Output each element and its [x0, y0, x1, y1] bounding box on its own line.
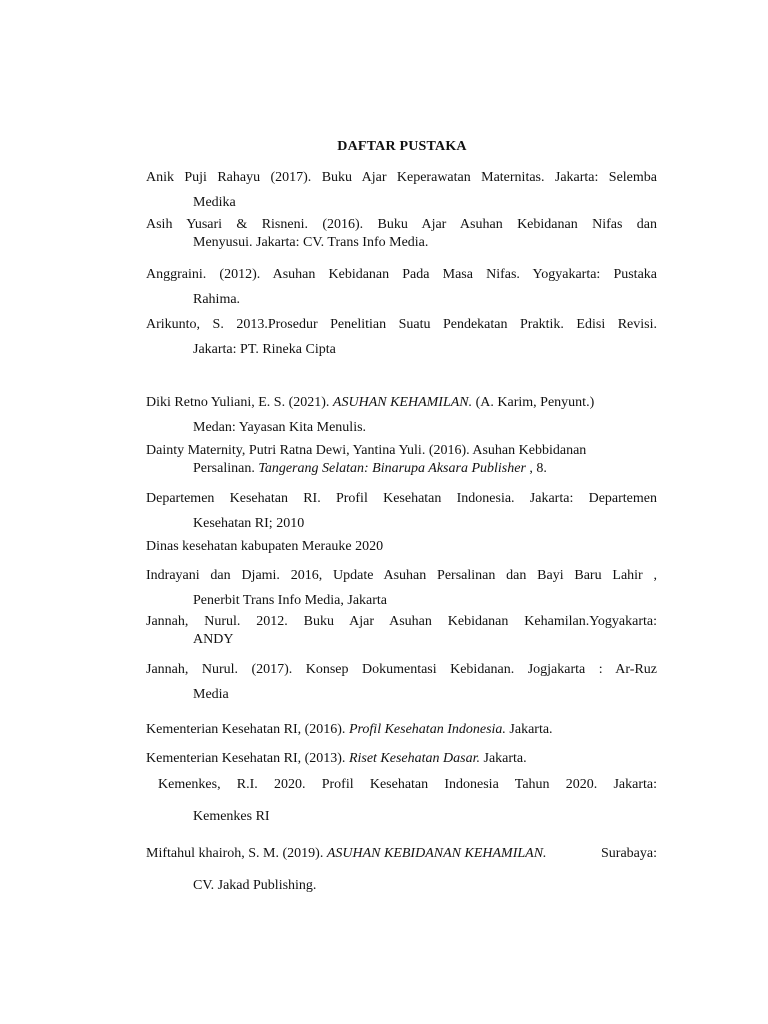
reference-entry-continuation — [146, 807, 657, 827]
reference-line — [146, 460, 657, 478]
reference-line: Media — [193, 687, 229, 702]
reference-line: Arikunto, S. 2013.Prosedur Penelitian Suatu Pendekatan Praktik. Edisi Revisi. — [146, 317, 657, 332]
reference-text: Surabaya: — [601, 846, 657, 861]
reference-entry — [146, 657, 657, 707]
reference-line — [146, 720, 657, 740]
reference-text: Jakarta. — [480, 751, 527, 766]
reference-line: Jannah, Nurul. (2017). Konsep Dokumentasi Kebidanan. Jogjakarta : Ar-Ruz — [146, 662, 657, 677]
reference-text: Jakarta. — [505, 722, 553, 737]
reference-entry — [146, 613, 657, 649]
reference-line: Anik Puji Rahayu (2017). Buku Ajar Keperawatan Maternitas. Jakarta: Selemba — [146, 170, 657, 185]
reference-entry — [146, 390, 657, 440]
reference-title-italic: Riset Kesehatan Dasar. — [348, 751, 480, 766]
reference-line: Kemenkes, R.I. 2020. Profil Kesehatan Indonesia Tahun 2020. Jakarta: — [158, 777, 657, 792]
reference-line: Kemenkes RI — [193, 809, 270, 824]
reference-entry — [146, 844, 657, 864]
reference-text: Kementerian Kesehatan RI, (2016). — [146, 722, 349, 737]
page-title: DAFTAR PUSTAKA — [337, 139, 467, 154]
reference-line: Rahima. — [193, 292, 241, 307]
reference-text: Persalinan. — [193, 461, 259, 476]
reference-line: Asih Yusari & Risneni. (2016). Buku Ajar Asuhan Kebidanan Nifas dan — [146, 217, 657, 232]
reference-title-italic: Tangerang Selatan: Binarupa Aksara Publisher — [258, 461, 526, 476]
reference-entry — [146, 216, 657, 252]
reference-line: Dinas kesehatan kabupaten Merauke 2020 — [146, 539, 384, 554]
reference-text: , 8. — [525, 461, 547, 476]
reference-line: CV. Jakad Publishing. — [193, 878, 317, 893]
reference-entry — [146, 537, 657, 557]
reference-line: Menyusui. Jakarta: CV. Trans Info Media. — [193, 235, 429, 250]
reference-entry — [146, 312, 657, 362]
reference-line — [146, 844, 657, 864]
reference-entry — [146, 486, 657, 536]
reference-entry — [158, 775, 657, 795]
reference-text: Kementerian Kesehatan RI, (2013). — [146, 751, 349, 766]
reference-line — [146, 390, 657, 415]
reference-line: Medika — [193, 195, 236, 210]
reference-line: Anggraini. (2012). Asuhan Kebidanan Pada Masa Nifas. Yogyakarta: Pustaka — [146, 267, 657, 282]
reference-entry — [146, 442, 657, 478]
reference-line: ANDY — [193, 632, 234, 647]
reference-text: (A. Karim, Penyunt.) — [472, 395, 595, 410]
reference-line: Penerbit Trans Info Media, Jakarta — [193, 593, 388, 608]
reference-text: Diki Retno Yuliani, E. S. (2021). — [146, 395, 333, 410]
reference-entry — [146, 165, 657, 215]
reference-entry-continuation — [146, 876, 657, 896]
reference-title-italic: ASUHAN KEHAMILAN. — [332, 395, 473, 410]
reference-line: Indrayani dan Djami. 2016, Update Asuhan Persalinan dan Bayi Baru Lahir , — [146, 568, 657, 583]
reference-entry — [146, 749, 657, 769]
reference-title-italic: ASUHAN KEBIDANAN KEHAMILAN. — [326, 846, 547, 861]
reference-line: Jakarta: PT. Rineka Cipta — [193, 342, 336, 357]
reference-line: Kesehatan RI; 2010 — [193, 516, 305, 531]
reference-line — [146, 749, 657, 769]
reference-text-group — [146, 844, 547, 864]
reference-line: Medan: Yayasan Kita Menulis. — [193, 420, 367, 435]
reference-line: Dainty Maternity, Putri Ratna Dewi, Yantina Yuli. (2016). Asuhan Kebbidanan — [146, 443, 587, 458]
reference-text: Miftahul khairoh, S. M. (2019). — [146, 846, 327, 861]
reference-entry — [146, 720, 657, 740]
reference-title-italic: Profil Kesehatan Indonesia. — [348, 722, 506, 737]
reference-entry — [146, 563, 657, 613]
reference-line: Departemen Kesehatan RI. Profil Kesehatan Indonesia. Jakarta: Departemen — [146, 491, 657, 506]
reference-entry — [146, 262, 657, 312]
reference-line: Jannah, Nurul. 2012. Buku Ajar Asuhan Kebidanan Kehamilan.Yogyakarta: — [146, 614, 657, 629]
